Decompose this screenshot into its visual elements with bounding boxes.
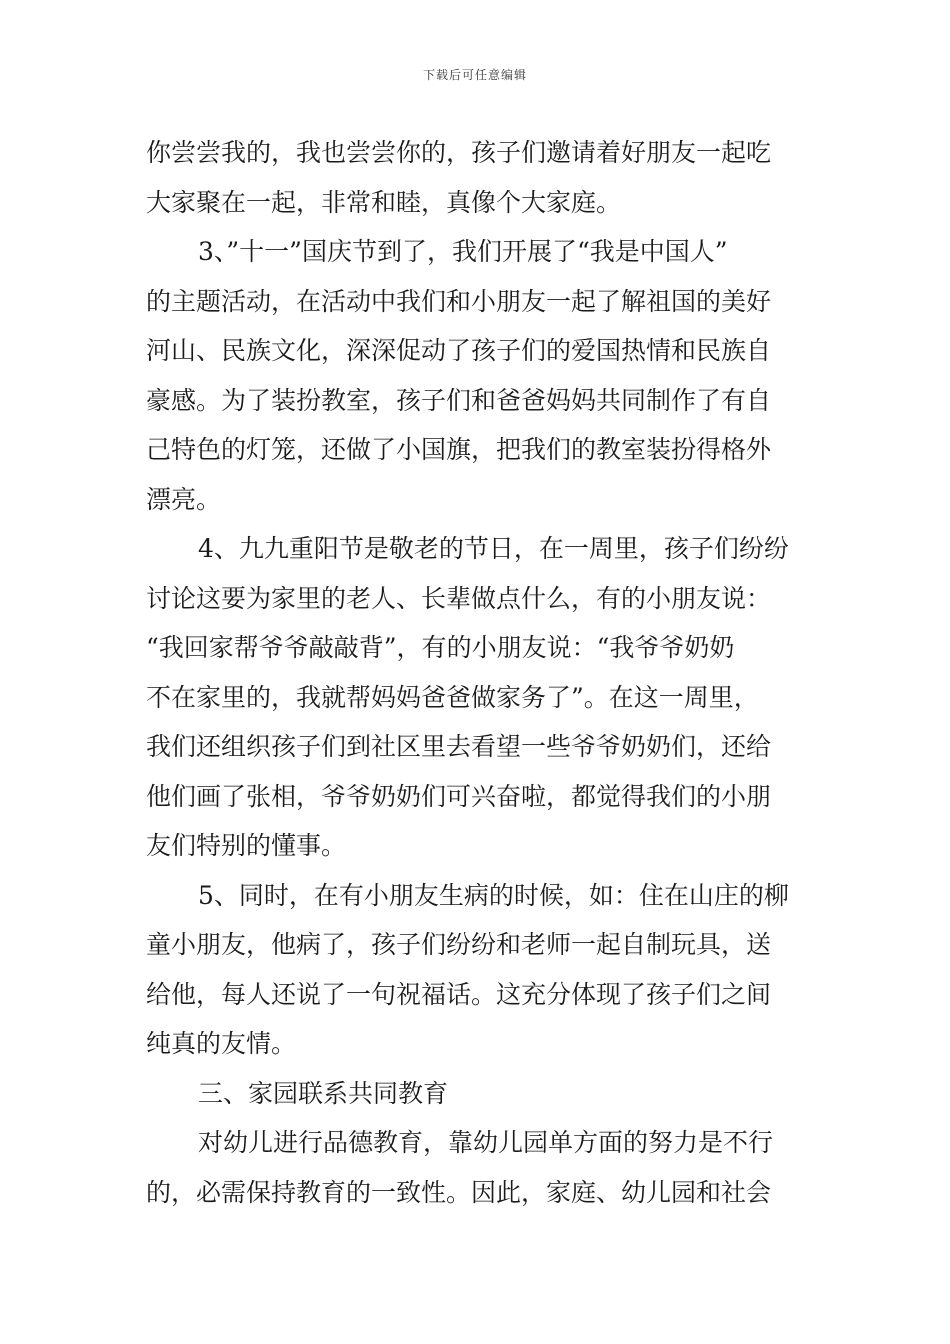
paragraph-start-line: 4、九九重阳节是敬老的节日，在一周里，孩子们纷纷 (198, 534, 789, 563)
text-line: 河山、民族文化，深深促动了孩子们的爱国热情和民族自 (146, 336, 772, 365)
text-line: 纯真的友情。 (146, 1029, 297, 1058)
text-line: 讨论这要为家里的老人、长辈做点什么，有的小朋友说： (146, 583, 772, 613)
text-line: 己特色的灯笼，还做了小国旗，把我们的教室装扮得格外 (146, 435, 772, 464)
paragraph-start-line: 5、同时，在有小朋友生病的时候，如：住在山庄的柳 (198, 880, 789, 910)
section-heading: 三、家园联系共同教育 (198, 1078, 449, 1108)
text-line: 童小朋友，他病了，孩子们纷纷和老师一起自制玩具，送 (146, 930, 772, 959)
text-line: 友们特别的懂事。 (146, 831, 347, 860)
text-line: 不在家里的，我就帮妈妈爸爸做家务了”。在这一周里， (146, 682, 759, 712)
text-line: 他们画了张相，爷爷奶奶们可兴奋啦，都觉得我们的小朋 (146, 781, 772, 811)
text-line: 的主题活动，在活动中我们和小朋友一起了解祖国的美好 (146, 286, 772, 316)
text-line: 豪感。为了装扮教室，孩子们和爸爸妈妈共同制作了有自 (146, 385, 772, 415)
paragraph-start-line: 3、”十一”国庆节到了，我们开展了“我是中国人” (198, 237, 728, 266)
text-line: “我回家帮爷爷敲敲背”，有的小朋友说：“我爷爷奶奶 (146, 633, 735, 662)
text-line: 大家聚在一起，非常和睦，真像个大家庭。 (146, 187, 622, 217)
paragraph-start-line: 对幼儿进行品德教育，靠幼儿园单方面的努力是不行 (198, 1128, 774, 1157)
text-line: 漂亮。 (146, 484, 222, 514)
text-line: 我们还组织孩子们到社区里去看望一些爷爷奶奶们，还给 (146, 732, 772, 761)
text-line: 你尝尝我的，我也尝尝你的，孩子们邀请着好朋友一起吃 (146, 138, 772, 167)
text-line: 的，必需保持教育的一致性。因此，家庭、幼儿园和社会 (146, 1177, 772, 1207)
document-body (146, 128, 808, 1217)
text-line: 给他，每人还说了一句祝福话。这充分体现了孩子们之间 (146, 979, 772, 1009)
page-header: 下载后可任意编辑 (422, 68, 527, 82)
